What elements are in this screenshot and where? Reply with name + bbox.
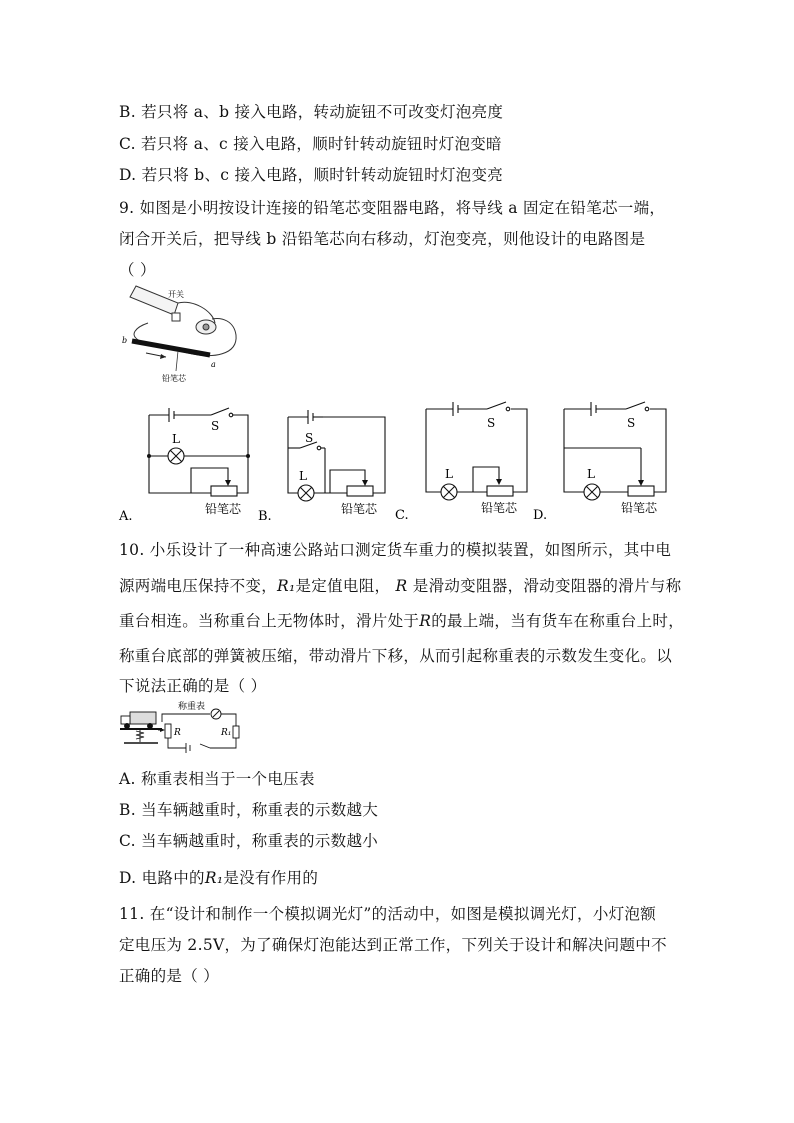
option-letter: B. xyxy=(258,509,272,524)
circuit-option-c xyxy=(395,395,535,520)
switch-label: S xyxy=(211,419,220,433)
q10-text: 重台相连。当称重台上无物体时，滑片处于 xyxy=(119,612,420,630)
lamp-label: L xyxy=(587,467,595,481)
q10-stem-line1: 10. 小乐设计了一种高速公路站口测定货车重力的模拟装置，如图所示，其中电 xyxy=(119,541,672,559)
q10-text: 的最上端，当有货车在称重台上时， xyxy=(431,612,684,630)
q10-text: 是没有作用的 xyxy=(223,869,319,887)
q10-text: 源两端电压保持不变， xyxy=(119,577,278,595)
q10-text: 是定值电阻， xyxy=(295,577,391,595)
q11-stem-line3: 正确的是（ ） xyxy=(119,967,220,985)
q8-option-b: B. 若只将 a、b 接入电路，转动旋钮不可改变灯泡亮度 xyxy=(119,103,504,121)
r-label: R xyxy=(174,728,181,738)
switch-label: 开关 xyxy=(168,290,184,299)
q10-stem-line4: 称重台底部的弹簧被压缩，带动滑片下移，从而引起称重表的示数发生变化。以 xyxy=(119,647,673,665)
switch-label: S xyxy=(627,416,636,430)
wire-a-label: a xyxy=(211,360,216,369)
r1-symbol: R₁ xyxy=(204,869,224,887)
pencil-label: 铅笔芯 xyxy=(341,502,378,516)
pencil-label: 铅笔芯 xyxy=(205,502,242,516)
pencil-circuit-illustration xyxy=(118,283,243,388)
lamp-label: L xyxy=(172,432,180,446)
lamp-label: L xyxy=(299,469,307,483)
q9-answer-bracket: （ ） xyxy=(119,261,156,279)
q10-option-b: B. 当车辆越重时，称重表的示数越大 xyxy=(119,801,379,819)
r1-symbol: R₁ xyxy=(277,577,296,595)
wire-b-label: b xyxy=(122,336,128,345)
q10-stem-line2 xyxy=(119,574,681,596)
q9-stem-line1: 9. 如图是小明按设计连接的铅笔芯变阻器电路，将导线 a 固定在铅笔芯一端， xyxy=(119,199,666,217)
pencil-label: 铅笔芯 xyxy=(162,374,186,383)
option-letter: A. xyxy=(119,509,133,524)
switch-label: S xyxy=(487,416,496,430)
q10-option-c: C. 当车辆越重时，称重表的示数越小 xyxy=(119,832,379,850)
r-symbol: R xyxy=(419,612,432,630)
option-letter: C. xyxy=(395,508,409,520)
q10-option-a: A. 称重表相当于一个电压表 xyxy=(119,770,315,788)
q8-option-c: C. 若只将 a、c 接入电路，顺时针转动旋钮时灯泡变暗 xyxy=(119,135,502,153)
q11-stem-line1: 11. 在“设计和制作一个模拟调光灯”的活动中，如图是模拟调光灯，小灯泡额 xyxy=(119,905,657,923)
pencil-label: 铅笔芯 xyxy=(481,501,518,515)
q10-stem-line5: 下说法正确的是（ ） xyxy=(119,677,267,695)
q10-stem-line3 xyxy=(119,609,684,631)
q10-text: 是滑动变阻器，滑动变阻器的滑片与称 xyxy=(412,577,682,595)
circuit-option-d xyxy=(533,395,673,520)
weighing-scale-diagram xyxy=(118,700,248,755)
circuit-option-a xyxy=(116,400,256,525)
pencil-label: 铅笔芯 xyxy=(621,501,658,515)
q8-option-d: D. 若只将 b、c 接入电路，顺时针转动旋钮时灯泡变亮 xyxy=(119,166,504,184)
r-symbol: R xyxy=(395,577,408,595)
q10-text: D. 电路中的 xyxy=(119,869,205,887)
r1-label: R₁ xyxy=(221,728,232,738)
q9-stem-line2: 闭合开关后，把导线 b 沿铅笔芯向右移动，灯泡变亮，则他设计的电路图是 xyxy=(119,230,646,248)
lamp-label: L xyxy=(445,467,453,481)
option-letter: D. xyxy=(533,508,548,520)
switch-label: S xyxy=(305,431,314,445)
circuit-option-b xyxy=(255,400,395,525)
q10-option-d xyxy=(119,866,318,888)
meter-label: 称重表 xyxy=(178,702,206,712)
q11-stem-line2: 定电压为 2.5V，为了确保灯泡能达到正常工作，下列关于设计和解决问题中不 xyxy=(119,936,667,954)
